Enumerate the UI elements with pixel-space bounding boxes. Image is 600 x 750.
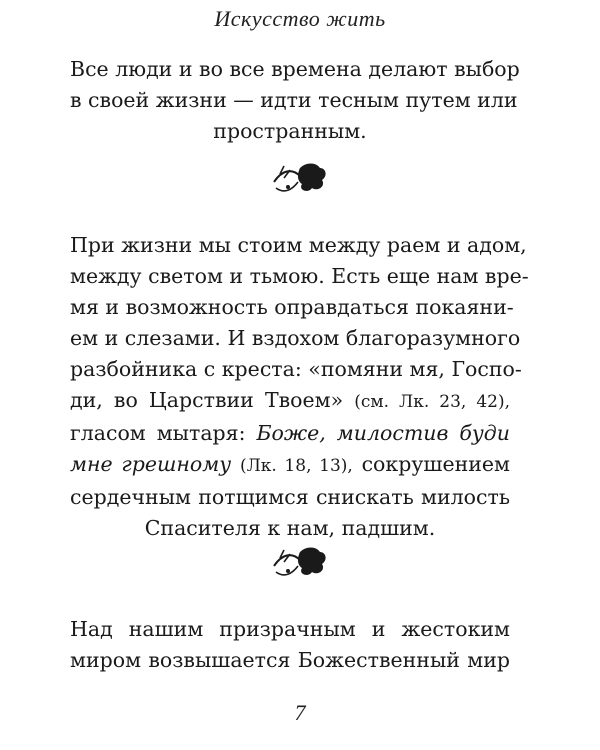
paragraph-2-line-7-main: гласом мытаря: [70,421,246,445]
paragraph-2 [70,230,529,544]
grapevine-ornament-icon [270,160,330,196]
paragraph-2-line-8-rest: сокрушением [361,452,510,476]
page-number: 7 [294,700,306,725]
paragraph-3-line-1: Над нашим призрачным и жестоким [70,617,510,641]
paragraph-2-line-5: разбойника с креста: «помяни мя, Госпо- [70,357,522,381]
paragraph-1-line-2: в своей жизни — идти тесным путем или [70,88,518,112]
paragraph-1-line-1: Все люди и во все времена делают выбор [70,57,520,81]
prayer-quote: Боже, милостив буди [256,421,510,445]
prayer-quote-end: мне грешному [70,452,232,476]
paragraph-3 [70,614,510,676]
scripture-reference: (см. Лк. 23, 42), [354,392,510,412]
paragraph-2-line-6-main: ди, во Царствии Твоем» [70,388,344,412]
paragraph-2-line-1: При жизни мы стоим между раем и адом, [70,233,527,257]
paragraph-2-line-4: ем и слезами. И вздохом благоразумного [70,326,521,350]
paragraph-2-line-2: между светом и тьмою. Есть еще нам вре- [70,264,529,288]
paragraph-2-line-8 [70,449,510,482]
grapevine-ornament-icon [270,544,330,580]
paragraph-2-line-9: сердечным потщимся снискать милость [70,485,510,509]
paragraph-2-line-10: Спасителя к нам, падшим. [144,516,436,540]
paragraph-2-line-6 [70,385,510,418]
scripture-reference: (Лк. 18, 13), [239,456,353,476]
running-head: Искусство жить [214,6,386,31]
paragraph-2-line-3: мя и возможность оправдаться покаяни- [70,295,514,319]
paragraph-2-line-7 [70,418,510,449]
paragraph-1-line-3: пространным. [213,119,367,143]
paragraph-3-line-2: миром возвышается Божественный мир [70,648,510,672]
paragraph-1 [70,54,520,147]
